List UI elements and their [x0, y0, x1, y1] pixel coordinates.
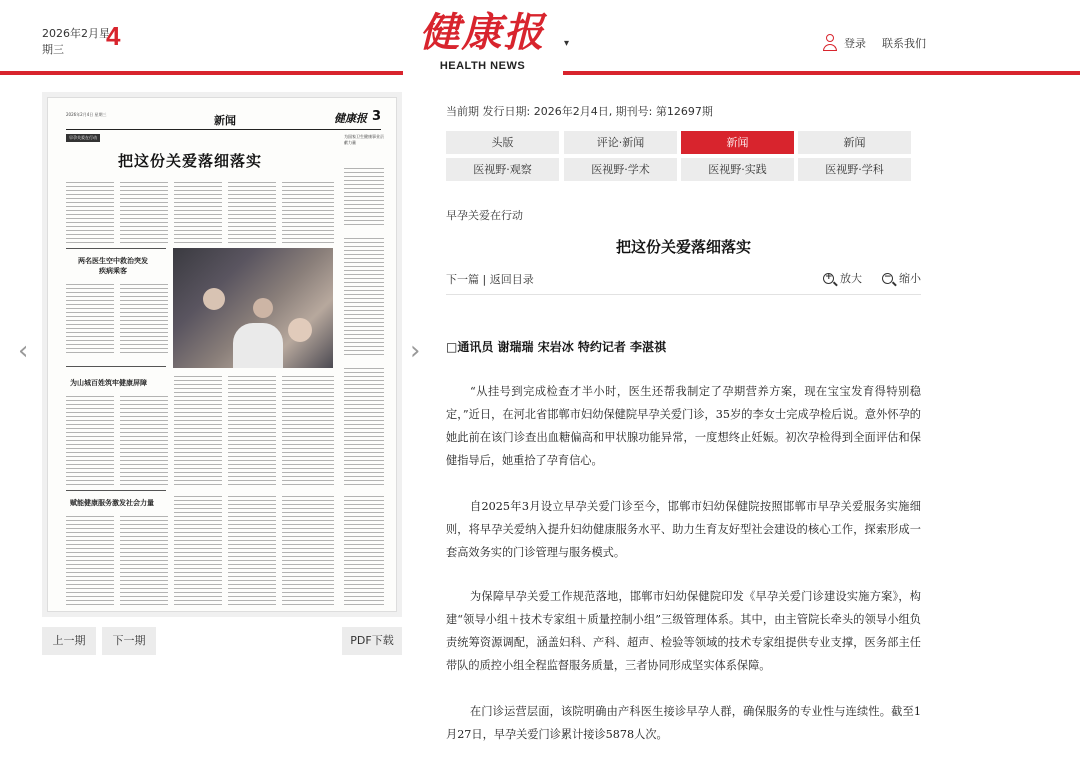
preview-text-column [120, 396, 168, 486]
preview-logo: 健康报 [334, 112, 367, 125]
zoom-out-label: 缩小 [899, 272, 921, 285]
preview-rule [66, 248, 166, 249]
tab-pinglun-xinwen[interactable]: 评论·新闻 [564, 131, 677, 154]
header-rule-left [0, 71, 403, 75]
login-link[interactable]: 登录 [844, 37, 866, 50]
article-kicker: 早孕关爱在行动 [446, 209, 523, 222]
preview-text-column [174, 182, 222, 244]
issue-date-line2: 期三 [42, 43, 64, 56]
preview-side-headline: 为国家卫生健康事业贡献力量 [344, 134, 384, 145]
preview-section: 新闻 [214, 114, 236, 127]
preview-text-column [282, 496, 334, 606]
preview-text-column [66, 516, 114, 606]
article-paragraph: 自2025年3月设立早孕关爱门诊至今，邯郸市妇幼保健院按照邯郸市早孕关爱服务实施细则，将早孕关爱纳入提升妇幼健康服务水平、助力生育友好型社会建设的核心工作，探索形成一套高效务实的门诊管理与服务模式。 [446, 500, 921, 559]
preview-text-column [282, 376, 334, 486]
tab-shiye-shijian[interactable]: 医视野·实践 [681, 158, 794, 181]
preview-text-column [120, 182, 168, 244]
tab-xinwen-active[interactable]: 新闻 [681, 131, 794, 154]
zoom-out-icon: − [884, 271, 892, 282]
zoom-out-control[interactable] [882, 270, 921, 286]
tab-shiye-xueshu[interactable]: 医视野·学术 [564, 158, 677, 181]
preview-text-column [344, 168, 384, 228]
preview-text-column [66, 284, 114, 354]
header-rule-right [563, 71, 1080, 75]
preview-rule [66, 366, 166, 367]
preview-date: 2026年2月4日 星期三 [66, 112, 107, 117]
preview-text-column [228, 376, 276, 486]
zoom-in-control[interactable] [823, 270, 862, 286]
tab-xinwen[interactable]: 新闻 [798, 131, 911, 154]
back-to-toc-link[interactable]: 返回目录 [489, 273, 534, 286]
preview-text-column [66, 396, 114, 486]
logo-english: HEALTH NEWS [439, 60, 526, 72]
preview-text-column [174, 496, 222, 606]
article-divider [446, 294, 921, 295]
next-page-arrow-icon[interactable]: › [410, 336, 421, 366]
preview-box-headline: 两名医生空中救治突发疾病乘客 [78, 257, 148, 275]
article-nav-links [446, 271, 534, 287]
preview-text-column [120, 284, 168, 354]
caret-down-icon[interactable]: ▾ [564, 38, 570, 49]
contact-link[interactable]: 联系我们 [882, 37, 926, 50]
zoom-in-icon: + [825, 271, 833, 282]
article-paragraph: 为保障早孕关爱工作规范落地，邯郸市妇幼保健院印发《早孕关爱门诊建设实施方案》，构建“领导小组＋技术专家组＋质量控制小组”三级管理体系。其中，由主管院长牵头的领导小组负责统筹资源调配，涵盖妇科、产科、超声、检验等领域的技术专家组提供专业支撑，医务部主任带队的质控小组全程监督服务质量，三者协同形成坚实体系保障。 [446, 590, 921, 672]
prev-page-arrow-icon[interactable]: ‹ [18, 336, 29, 366]
preview-text-column [344, 238, 384, 358]
preview-box-headline: 赋能健康服务激发社会力量 [70, 499, 154, 507]
issue-date-line1: 2026年2月星 [42, 27, 110, 40]
preview-text-column [344, 496, 384, 606]
logo-chinese: 健康报 [419, 9, 546, 56]
tab-shiye-xueke[interactable]: 医视野·学科 [798, 158, 911, 181]
site-logo[interactable] [405, 10, 560, 72]
pdf-download-button[interactable]: PDF下载 [342, 627, 402, 655]
preview-text-column [344, 368, 384, 488]
tab-toutiao[interactable]: 头版 [446, 131, 559, 154]
issue-date [42, 21, 121, 58]
newspaper-page-thumbnail[interactable] [47, 97, 397, 612]
preview-text-column [282, 182, 334, 244]
preview-rule [66, 490, 166, 491]
preview-text-column [120, 516, 168, 606]
preview-headline: 把这份关爱落细落实 [118, 152, 263, 170]
preview-masthead [66, 110, 381, 130]
preview-photo [173, 248, 333, 368]
link-separator: | [482, 273, 487, 286]
user-area [822, 34, 926, 52]
preview-text-column [228, 182, 276, 244]
prev-issue-button[interactable]: 上一期 [42, 627, 96, 655]
user-icon[interactable] [822, 34, 838, 52]
article-title: 把这份关爱落细落实 [615, 238, 751, 256]
article-paragraph: 在门诊运营层面，该院明确由产科医生接诊早孕人群，确保服务的专业性与连续性。截至1月27日，早孕关爱门诊累计接诊5878人次。 [446, 705, 921, 741]
page-preview-frame [42, 92, 402, 617]
preview-text-column [66, 182, 114, 244]
preview-text-column [228, 496, 276, 606]
issue-info: 当前期 发行日期: 2026年2月4日, 期刊号: 第12697期 [446, 105, 713, 118]
preview-box-headline: 为山城百姓筑牢健康屏障 [70, 379, 147, 387]
preview-page-number: 3 [371, 109, 381, 124]
article-paragraph: “从挂号到完成检查才半小时，医生还帮我制定了孕期营养方案，现在宝宝发育得特别稳定，”近日，在河北省邯郸市妇幼保健院早孕关爱门诊，35岁的李女士完成孕检后说。意外怀孕的她此前在该门诊查出血糖偏高和甲状腺功能异常，一度想终止妊娠。初次孕检得到全面评估和保健指导后，她重拾了孕育信心。 [446, 385, 921, 467]
tab-shiye-guancha[interactable]: 医视野·观察 [446, 158, 559, 181]
next-issue-button[interactable]: 下一期 [102, 627, 156, 655]
zoom-in-label: 放大 [840, 272, 862, 285]
preview-tag: 早孕关爱在行动 [66, 134, 100, 142]
site-header [0, 0, 1080, 80]
next-article-link[interactable]: 下一篇 [446, 273, 479, 286]
issue-day-number: 4 [106, 21, 121, 51]
preview-text-column [174, 376, 222, 486]
article-byline: □通讯员 谢瑞瑞 宋岩冰 特约记者 李湛祺 [446, 340, 667, 354]
